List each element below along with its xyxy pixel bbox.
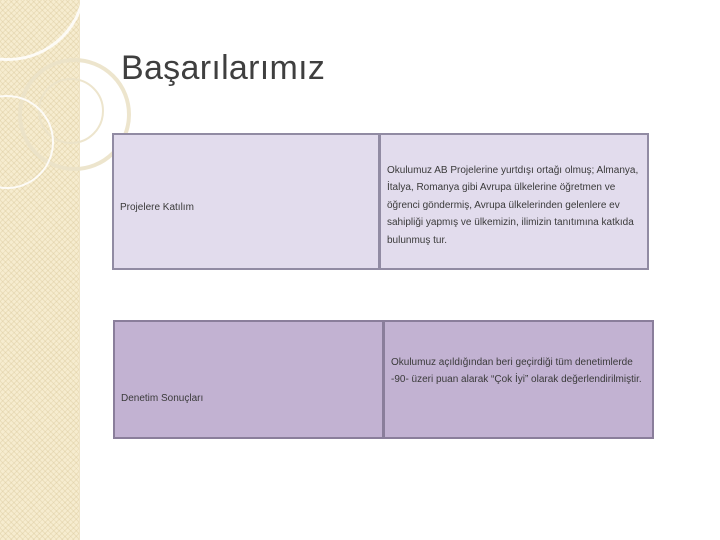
- row-label: Denetim Sonuçları: [121, 393, 204, 404]
- table-row: [112, 133, 649, 270]
- decorative-circle: [0, 0, 86, 61]
- decorative-side-strip: [0, 0, 80, 540]
- table-row: [113, 320, 654, 439]
- row-description-cell: [384, 320, 654, 439]
- row-label-cell: [112, 133, 380, 270]
- row-description: Okulumuz AB Projelerine yurtdışı ortağı olmuş; Almanya, İtalya, Romanya gibi Avrupa ülkelerine öğretmen ve öğrenci göndermiş, Avrupa ülkelerinden gelenlere ev sahipliği yapmış ve ülkemizin, ilimizin tanıtımına katkıda bulunmuş tur.: [387, 164, 639, 246]
- row-label: Projelere Katılım: [120, 202, 194, 213]
- row-label-cell: [113, 320, 384, 439]
- row-description-cell: [380, 133, 649, 270]
- row-description: Okulumuz açıldığından beri geçirdiği tüm denetimlerde -90- üzeri puan alarak “Çok İyi” olarak değerlendirilmiştir.: [391, 357, 642, 385]
- slide-title: Başarılarımız: [121, 49, 326, 87]
